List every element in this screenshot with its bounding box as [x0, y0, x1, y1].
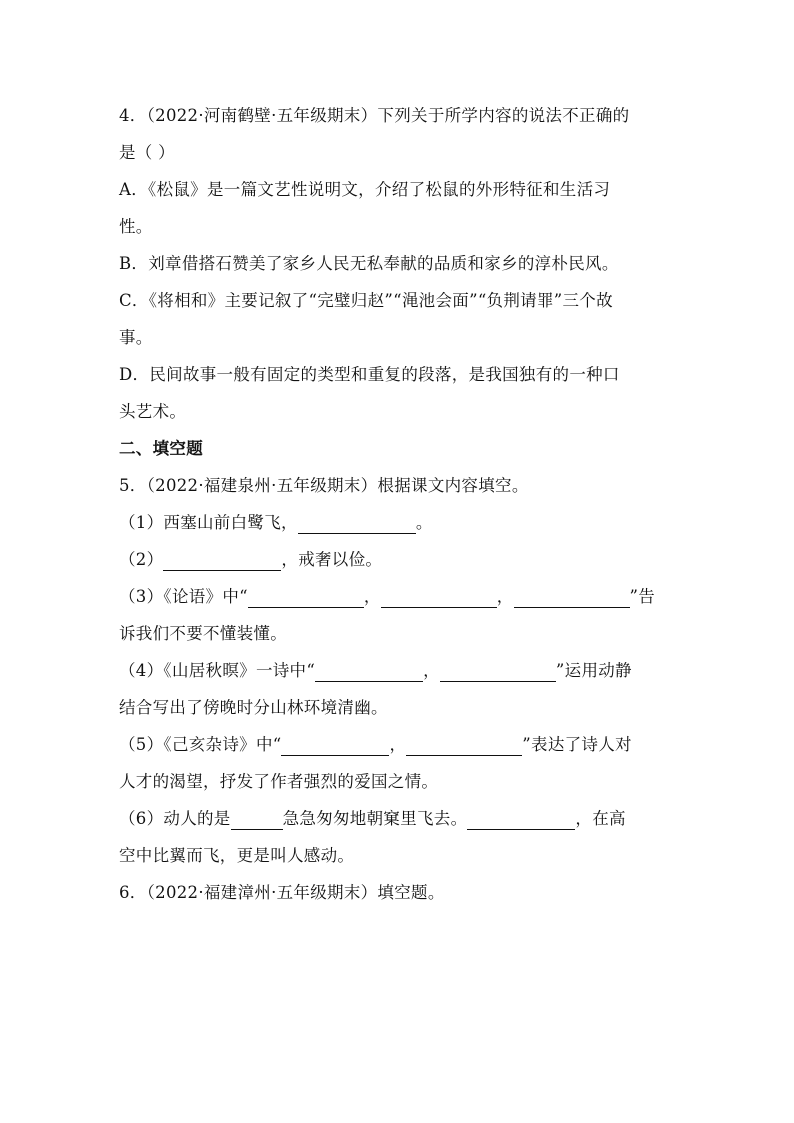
answer-blank[interactable]	[315, 659, 423, 682]
answer-blank[interactable]	[467, 807, 575, 830]
answer-blank[interactable]	[440, 659, 556, 682]
answer-blank[interactable]	[406, 733, 522, 756]
question-4-stem-line1: 4．（2022·河南鹤壁·五年级期末）下列关于所学内容的说法不正确的	[119, 106, 630, 125]
option-d-line1: D．民间故事一般有固定的类型和重复的段落，是我国独有的一种口	[119, 365, 620, 384]
item-5-prefix: （5）《己亥杂诗》中“	[119, 735, 282, 754]
item-4-suffix: ”运用动静	[555, 661, 632, 680]
answer-blank[interactable]	[281, 733, 389, 756]
option-c-line2: 事。	[119, 328, 153, 347]
item-2-prefix: （2）	[119, 550, 164, 569]
question-5-item-2	[119, 541, 689, 578]
item-4-separator: ，	[423, 661, 440, 680]
question-5-item-4-line2: 结合写出了傍晚时分山林环境清幽。	[119, 698, 388, 717]
item-6-middle: 急急匆匆地朝窠里飞去。	[282, 809, 468, 828]
item-6-suffix: ，在高	[575, 809, 626, 828]
option-a-line2: 性。	[119, 217, 153, 236]
option-a-line1: A．《松鼠》是一篇文艺性说明文，介绍了松鼠的外形特征和生活习	[119, 180, 611, 199]
option-d-line2: 头艺术。	[119, 402, 187, 421]
question-5-item-6	[119, 800, 689, 837]
question-5-item-3	[119, 578, 689, 615]
answer-blank[interactable]	[248, 585, 364, 608]
answer-blank[interactable]	[163, 548, 281, 571]
answer-blank[interactable]	[514, 585, 630, 608]
question-5-item-5	[119, 726, 689, 763]
option-c-line1: C．《将相和》主要记叙了“完璧归赵”“渑池会面”“负荆请罪”三个故	[119, 291, 613, 310]
question-5-item-1	[119, 504, 689, 541]
answer-blank[interactable]	[298, 511, 416, 534]
item-3-suffix: ”告	[629, 587, 656, 606]
document-page	[119, 97, 689, 911]
item-1-suffix: 。	[415, 513, 433, 532]
question-5-item-6-line2: 空中比翼而飞，更是叫人感动。	[119, 846, 355, 865]
question-5-item-4	[119, 652, 689, 689]
option-b: B．刘章借搭石赞美了家乡人民无私奉献的品质和家乡的淳朴民风。	[119, 254, 619, 273]
answer-blank[interactable]	[231, 807, 283, 830]
question-5-item-5-line2: 人才的渴望，抒发了作者强烈的爱国之情。	[119, 772, 439, 791]
item-6-prefix: （6）动人的是	[119, 809, 231, 828]
item-1-prefix: （1）西塞山前白鹭飞，	[119, 513, 298, 532]
item-4-prefix: （4）《山居秋暝》一诗中“	[119, 661, 316, 680]
question-5-item-3-line2: 诉我们不要不懂装懂。	[119, 624, 287, 643]
item-5-suffix: ”表达了诗人对	[522, 735, 632, 754]
item-3-separator: ，	[363, 587, 381, 606]
item-5-separator: ，	[389, 735, 407, 754]
item-3-prefix: （3）《论语》中“	[119, 587, 248, 606]
item-2-suffix: ，戒奢以俭。	[281, 550, 383, 569]
item-3-separator: ，	[496, 587, 514, 606]
section-heading: 二、填空题	[119, 439, 203, 458]
question-4-stem-line2: 是（ ）	[119, 143, 175, 162]
answer-blank[interactable]	[381, 585, 497, 608]
question-6-stem: 6．（2022·福建漳州·五年级期末）填空题。	[119, 883, 445, 902]
question-5-stem: 5．（2022·福建泉州·五年级期末）根据课文内容填空。	[119, 476, 529, 495]
